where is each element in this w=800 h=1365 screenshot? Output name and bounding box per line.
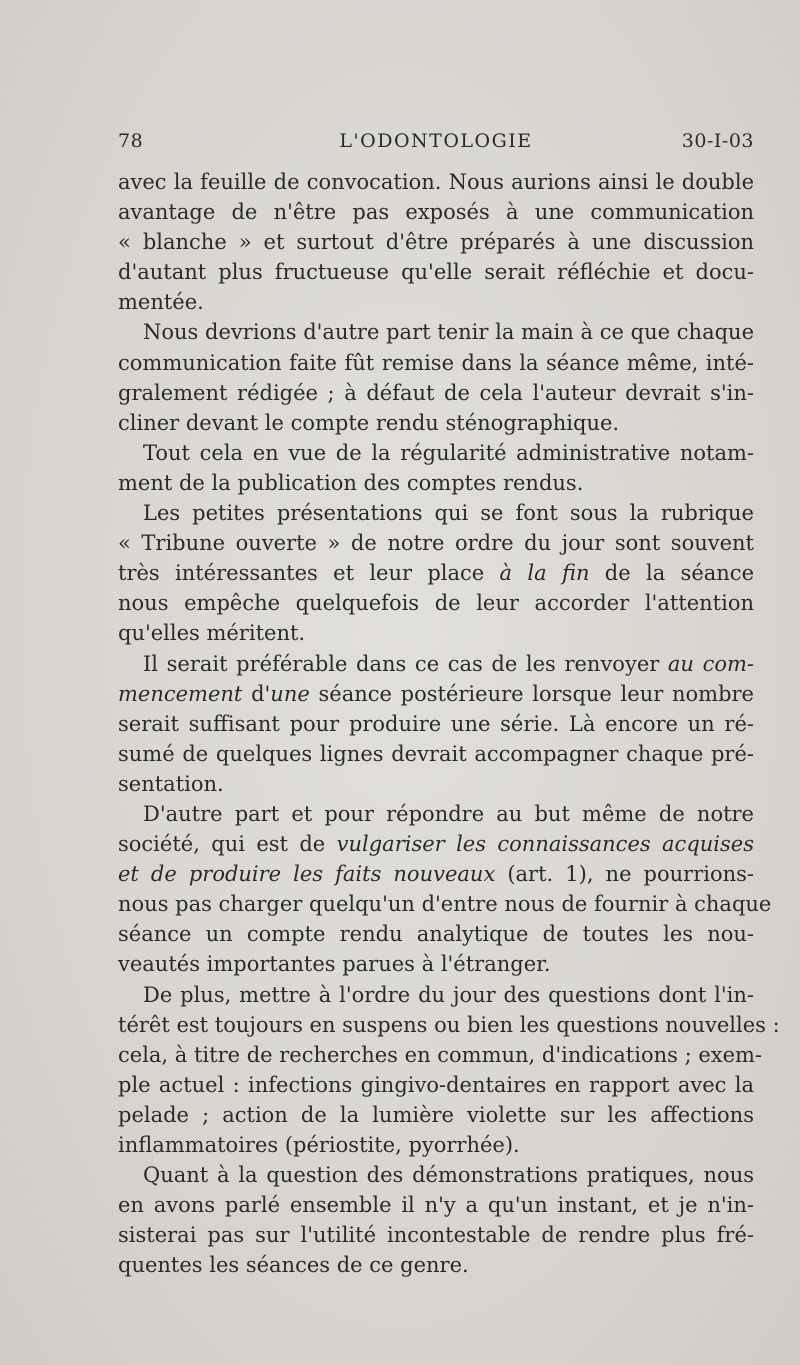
text-segment: ment de la publication des comptes rendus. [118,470,584,495]
text-line [118,378,754,408]
text-segment: nous pas charger quelqu'un d'entre nous de fournir à chaque [118,892,772,917]
italic-segment: une [270,681,310,706]
text-segment: serait suffisant pour produire une série. Là encore un ré- [118,711,754,736]
running-head [118,130,754,158]
text-segment: mentée. [118,290,204,315]
text-segment: sentation. [118,771,224,796]
text-line [118,317,754,347]
text-line [118,1070,754,1100]
text-segment: De plus, mettre à l'ordre du jour des questions dont l'in- [143,982,754,1007]
text-line [118,889,772,919]
text-segment: (art. 1), ne pourrions- [495,862,754,887]
text-segment: cela, à titre de recherches en commun, d'indications ; exem- [118,1042,763,1067]
text-segment: D'autre part et pour répondre au but même de notre [143,801,754,826]
text-segment: très intéressantes et leur place [118,561,500,586]
text-line [118,468,754,498]
text-segment: pelade ; action de la lumière violette sur les affections [118,1102,754,1127]
text-segment: société, qui est de [118,832,337,857]
text-line [118,618,754,648]
text-line [118,769,754,799]
text-line [118,1250,754,1280]
text-line [118,1040,763,1070]
italic-segment: et de produire les faits nouveaux [118,862,496,887]
text-segment: séance un compte rendu analytique de toutes les nou- [118,922,754,947]
text-line [118,1190,754,1220]
text-segment: d'autant plus fructueuse qu'elle serait réfléchie et docu- [118,260,754,285]
text-line [118,679,754,709]
text-line [118,227,754,257]
text-line [118,287,754,317]
text-line [118,197,754,227]
italic-segment: à la fin [499,561,590,586]
text-line [118,799,754,829]
text-segment: quentes les séances de ce genre. [118,1253,469,1278]
text-segment: « Tribune ouverte » de notre ordre du jour sont souvent [118,531,754,556]
text-segment: inflammatoires (périostite, pyorrhée). [118,1133,520,1157]
text-segment: Il serait préférable dans ce cas de les renvoyer [143,651,668,676]
text-line [118,348,754,378]
text-segment: gralement rédigée ; à défaut de cela l'auteur devrait s'in- [118,380,754,405]
text-line [118,980,754,1010]
text-line [118,949,754,979]
text-segment: Les petites présentations qui se font sous la rubrique [143,501,754,526]
text-line [118,1100,754,1130]
text-segment: communication faite fût remise dans la séance même, inté- [118,350,754,375]
text-line [118,829,754,859]
text-line [118,859,754,889]
italic-segment: au com- [667,651,754,676]
text-segment: avantage de n'être pas exposés à une communication [118,200,754,225]
text-line [118,558,754,588]
text-line [118,1130,754,1160]
italic-segment: mencement [118,681,243,706]
text-segment: en avons parlé ensemble il n'y a qu'un instant, et je n'in- [118,1193,754,1218]
journal-title: L'ODONTOLOGIE [339,130,533,152]
text-segment: « blanche » et surtout d'être préparés à une discussion [118,230,754,255]
text-segment: cliner devant le compte rendu sténographique. [118,410,620,435]
text-segment: Quant à la question des démonstrations pratiques, nous [143,1163,754,1188]
text-segment: ple actuel : infections gingivo-dentaires en rapport avec la [118,1072,754,1097]
text-line [118,167,754,197]
issue-date: 30-I-03 [681,130,754,152]
text-segment: veautés importantes parues à l'étranger. [118,952,551,977]
text-line [118,1220,754,1250]
italic-segment: vulgariser les connaissances acquises [336,832,754,857]
text-line [118,919,754,949]
text-segment: d' [242,681,271,706]
text-segment: séance postérieure lorsque leur nombre [309,681,754,706]
text-line [118,498,754,528]
text-segment: sumé de quelques lignes devrait accompagner chaque pré- [118,741,754,766]
text-line [118,1010,780,1040]
text-line [118,588,754,618]
text-segment: avec la feuille de convocation. Nous aurions ainsi le double [118,170,754,194]
text-line [118,1160,754,1190]
text-segment: de la séance [589,561,754,586]
text-segment: térêt est toujours en suspens ou bien les questions nouvelles : [118,1012,780,1037]
text-line [118,739,754,769]
text-line [118,649,754,679]
text-line [118,408,754,438]
text-segment: Tout cela en vue de la régularité administrative notam- [143,440,754,465]
body-text [118,167,780,1280]
text-segment: qu'elles méritent. [118,621,306,646]
text-segment: nous empêche quelquefois de leur accorder l'attention [118,591,754,616]
text-line [118,709,754,739]
text-segment: Nous devrions d'autre part tenir la main à ce que chaque [143,320,754,345]
text-line [118,257,754,287]
text-segment: sisterai pas sur l'utilité incontestable de rendre plus fré- [118,1223,754,1248]
text-line [118,438,754,468]
page-number: 78 [118,130,144,152]
text-line [118,528,754,558]
